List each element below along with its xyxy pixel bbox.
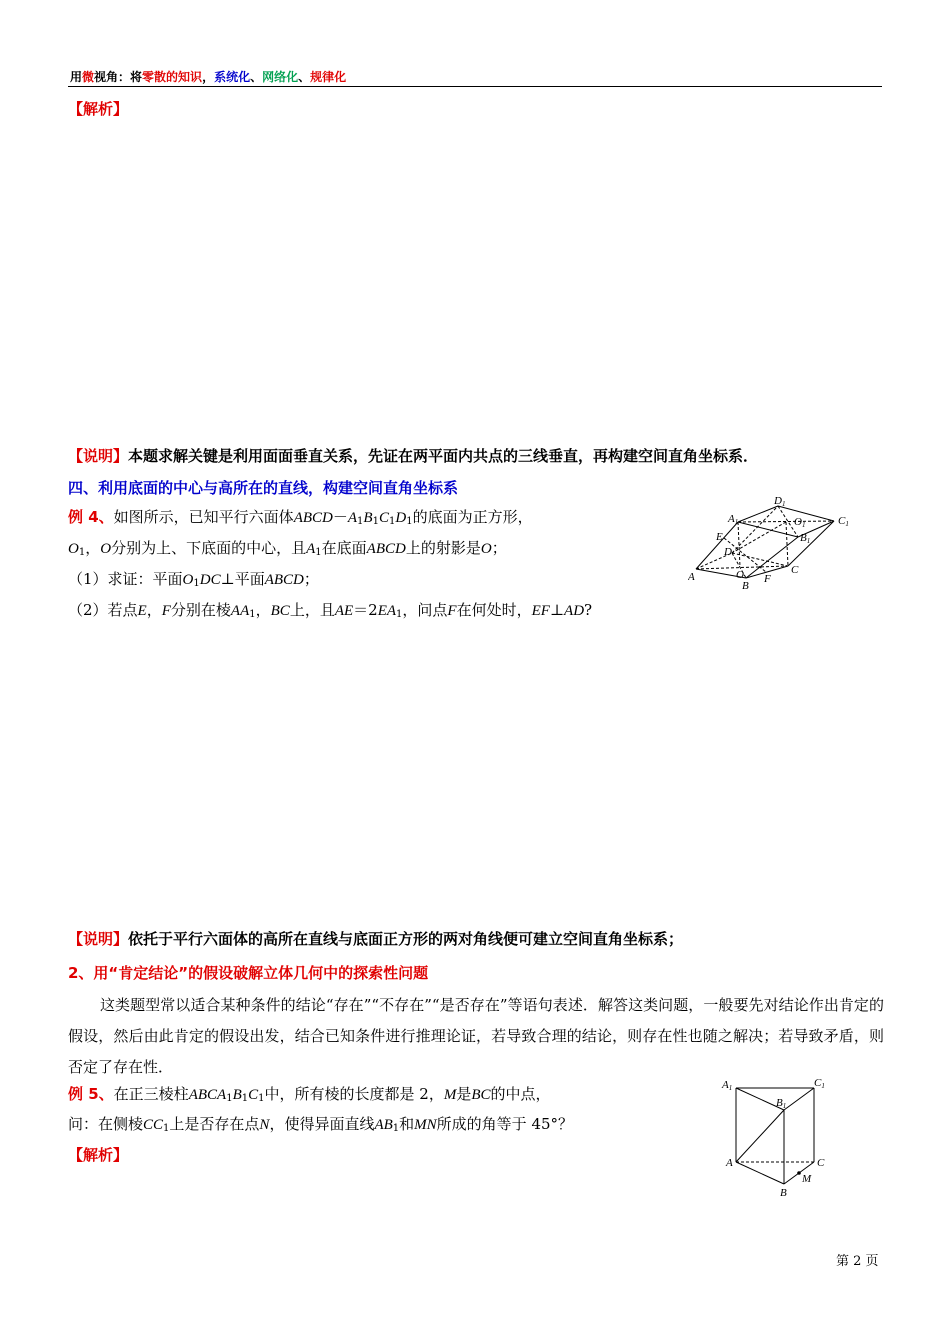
text: B <box>363 510 373 526</box>
note-text: 依托于平行六面体的高所在直线与底面正方形的两对角线便可建立空间直角坐标系； <box>128 930 684 948</box>
label-subscript: 1 <box>782 1102 787 1110</box>
subscript: 1 <box>406 516 413 527</box>
header-part: 零散的知识 <box>142 70 203 84</box>
subscript: 1 <box>249 609 256 620</box>
text: N <box>259 1117 270 1133</box>
label-c1 <box>838 515 849 528</box>
label-b: B <box>742 580 749 592</box>
text: ； <box>303 570 319 588</box>
text: F <box>447 603 457 619</box>
text: B <box>232 1087 242 1103</box>
text: － <box>332 508 348 526</box>
text: （1）求证：平面 <box>68 570 183 588</box>
text: 在底面 <box>321 539 367 557</box>
subscript: 1 <box>78 547 86 558</box>
header-part: 用 <box>70 70 83 84</box>
note-label: 【说明】 <box>68 930 129 948</box>
note-text: 本题求解关键是利用面面垂直关系，先证在两平面内共点的三线垂直，再构建空间直角坐标系． <box>128 447 759 465</box>
explanation-paragraph: 这类题型常以适合某种条件的结论“存在”“不存在”“是否存在”等语句表述．解答这类问题，一般要先对结论作出肯定的假设，然后由此肯定的假设出发，结合已知条件进行推理论证，若导致合理的结论，则存在性也随之解决；若导致矛盾，则否定了存在性． <box>68 996 884 1076</box>
text: MN <box>414 1117 437 1133</box>
example-label: 例 5、 <box>68 1085 114 1103</box>
diag-ab1 <box>736 1110 784 1162</box>
edge-ab <box>736 1162 784 1184</box>
label-subscript: 1 <box>734 518 739 526</box>
label-d: D <box>724 546 732 558</box>
edge-dc <box>732 553 788 566</box>
text: M <box>443 1087 457 1103</box>
subscript: 1 <box>396 609 403 620</box>
edge-a1d1 <box>738 506 778 522</box>
label-subscript: 1 <box>801 521 806 529</box>
text: 所成的角等于 45°？ <box>436 1115 574 1133</box>
text: ABCD <box>366 541 406 557</box>
text: CC <box>143 1117 164 1133</box>
label-subscript: 1 <box>728 1084 733 1092</box>
text: ABCD <box>293 510 333 526</box>
text: ，使得异面直线 <box>269 1115 375 1133</box>
note-label: 【说明】 <box>68 447 129 465</box>
text: （2）若点 <box>68 601 138 619</box>
example-4-question-2 <box>68 600 592 621</box>
subscript: 1 <box>258 1093 265 1104</box>
label-subscript: 1 <box>821 1082 825 1090</box>
text: DC <box>199 572 221 588</box>
label-b1 <box>800 532 810 545</box>
label-o1 <box>794 516 805 529</box>
subscript: 1 <box>315 547 322 558</box>
parallelepiped-figure <box>688 494 860 592</box>
header-part: ， <box>202 70 215 84</box>
text: ， <box>146 601 162 619</box>
label-a1 <box>727 513 738 526</box>
label-letter: B <box>800 532 807 544</box>
text: 在何处时， <box>456 601 532 619</box>
label-letter: D <box>774 495 782 507</box>
label-a: A <box>726 1157 733 1169</box>
subscript: 1 <box>241 1093 249 1104</box>
label-letter: B <box>776 1097 783 1109</box>
text: O <box>68 541 79 557</box>
analysis-label: 【解析】 <box>68 1146 129 1164</box>
text: AB <box>374 1117 393 1133</box>
example-5-line-2 <box>68 1114 573 1135</box>
label-b: B <box>780 1187 787 1199</box>
analysis-label: 【解析】 <box>68 100 129 118</box>
header-divider <box>68 86 882 87</box>
label-f: F <box>764 573 771 585</box>
example-4-line-1 <box>68 507 533 528</box>
text: ABCA <box>188 1087 227 1103</box>
header-part: 、 <box>298 70 311 84</box>
label-o: O <box>736 569 744 581</box>
label-subscript: 1 <box>806 537 811 545</box>
text: C <box>378 510 389 526</box>
text: ? <box>584 601 593 619</box>
text: EF <box>531 603 550 619</box>
example-4-line-2 <box>68 538 507 559</box>
subscript: 1 <box>193 578 200 589</box>
header-part: 微 <box>82 70 95 84</box>
label-letter: C <box>814 1077 822 1089</box>
subscript: 1 <box>357 516 364 527</box>
text: ⊥平面 <box>220 570 265 588</box>
text: 上是否存在点 <box>169 1115 260 1133</box>
label-b1 <box>776 1097 786 1110</box>
text: 在正三棱柱 <box>113 1085 189 1103</box>
section-title: 2、用“肯定结论”的假设破解立体几何中的探索性问题 <box>68 964 429 982</box>
header-part: 网络化 <box>262 70 299 84</box>
label-letter: A <box>722 1079 729 1091</box>
text: ， <box>85 539 101 557</box>
label-c: C <box>817 1157 825 1169</box>
section-title: 四、利用底面的中心与高所在的直线，构建空间直角坐标系 <box>68 479 459 497</box>
text: C <box>248 1087 259 1103</box>
text: AA <box>230 603 250 619</box>
text: O <box>100 541 112 557</box>
text: O <box>480 541 492 557</box>
label-subscript: 1 <box>781 500 786 508</box>
note-2 <box>68 929 683 949</box>
point-m <box>797 1171 801 1175</box>
note-1 <box>68 446 758 466</box>
label-e: E <box>716 531 723 543</box>
subscript: 1 <box>226 1093 233 1104</box>
text: D <box>395 510 407 526</box>
text: AD <box>564 603 585 619</box>
line-o1c <box>786 522 788 566</box>
diag-a1c1 <box>738 521 834 522</box>
label-subscript: 1 <box>845 520 849 528</box>
page-header <box>70 68 346 85</box>
prism-figure <box>716 1074 836 1202</box>
text: ABCD <box>264 572 304 588</box>
edge-b1a1 <box>738 522 798 537</box>
text: 是 <box>456 1085 472 1103</box>
label-c1 <box>814 1077 825 1090</box>
text: BC <box>471 1087 491 1103</box>
text: AE <box>334 603 354 619</box>
text: 上，且 <box>289 601 335 619</box>
example-5-line-1 <box>68 1084 551 1105</box>
label-d1 <box>773 495 785 508</box>
edge-dd1 <box>732 506 778 553</box>
text: 上的射影是 <box>405 539 481 557</box>
subscript: 1 <box>388 516 396 527</box>
line-o1d <box>732 522 786 553</box>
text: 和 <box>399 1115 415 1133</box>
text: EA <box>377 603 397 619</box>
subscript: 1 <box>372 516 379 527</box>
example-4-question-1 <box>68 569 319 590</box>
subscript: 1 <box>392 1123 400 1134</box>
text: F <box>161 603 171 619</box>
label-a: A <box>688 571 695 583</box>
label-letter: O <box>794 516 802 528</box>
label-a1 <box>721 1079 732 1092</box>
example-label: 例 4、 <box>68 508 114 526</box>
label-m: M <box>802 1173 812 1185</box>
text: E <box>137 603 147 619</box>
header-part: 、 <box>250 70 263 84</box>
text: ⊥ <box>549 601 565 619</box>
label-c: C <box>791 564 799 576</box>
text: BC <box>270 603 290 619</box>
header-part: 系统化 <box>214 70 251 84</box>
subscript: 1 <box>163 1123 170 1134</box>
text: 问：在侧棱 <box>68 1115 144 1133</box>
header-part: 视角：将 <box>94 70 143 84</box>
label-letter: C <box>838 515 846 527</box>
text: ， <box>255 601 271 619</box>
page-number: 第 2 页 <box>836 1254 879 1269</box>
text: 中，所有棱的长度都是 2， <box>264 1085 444 1103</box>
text: A <box>347 510 358 526</box>
text: 分别在棱 <box>170 601 231 619</box>
text: ，问点 <box>402 601 448 619</box>
text: 分别为上、下底面的中心，且 <box>111 539 307 557</box>
text: 如图所示，已知平行六面体 <box>113 508 294 526</box>
label-letter: A <box>728 513 735 525</box>
text: 的中点， <box>490 1085 551 1103</box>
text: ＝2 <box>353 601 378 619</box>
header-part: 规律化 <box>310 70 347 84</box>
text: O <box>182 572 194 588</box>
text: ； <box>491 539 507 557</box>
text: A <box>306 541 316 557</box>
text: 的底面为正方形， <box>412 508 533 526</box>
edge-b1c1 <box>784 1088 814 1110</box>
